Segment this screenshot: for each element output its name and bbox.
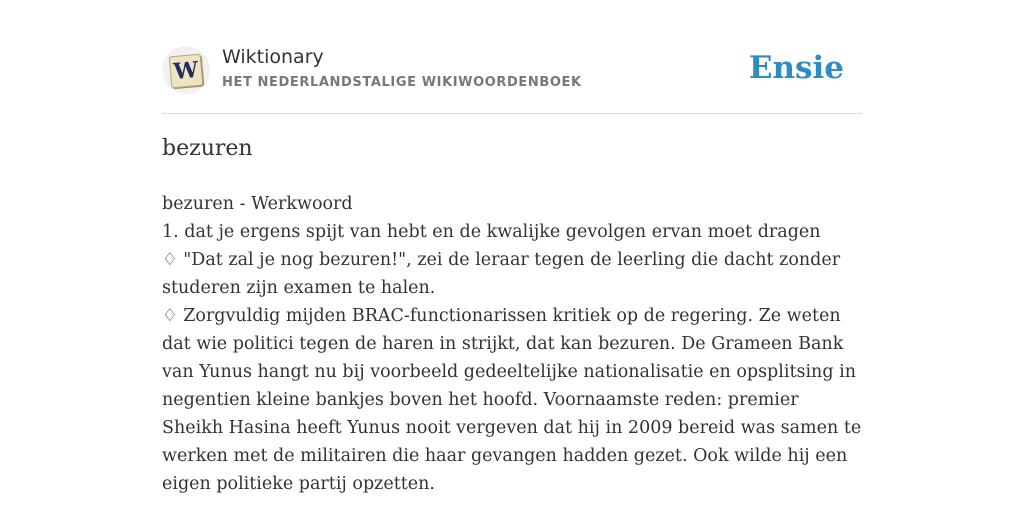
word-type: bezuren - Werkwoord [162,194,353,214]
wiktionary-logo[interactable] [162,46,210,94]
site-name[interactable]: Wiktionary [222,46,324,68]
example-1: ♢ "Dat zal je nog bezuren!", zei de leraar tegen de leerling die dacht zonder studeren zijn examen te halen. [162,250,841,298]
site-tagline: HET NEDERLANDSTALIGE WIKIWOORDENBOEK [222,75,582,90]
definition: 1. dat je ergens spijt van hebt en de kwalijke gevolgen ervan moet dragen [162,222,821,242]
wiktionary-logo-icon: W [169,54,204,89]
example-2: ♢ Zorgvuldig mijden BRAC-functionarissen kritiek op de regering. Ze weten dat wie politici tegen de haren in strijkt, dat kan bezuren. De Grameen Bank van Yunus hangt nu bij voorbeeld gedeeltelijke nationalisatie en opsplitsing in negentien kleine bankjes boven het hoofd. Voornaamste reden: premier Sheikh Hasina heeft Yunus nooit vergeven dat hij in 2009 bereid was samen te werken met de militairen die haar gevangen hadden gezet. Ook wilde hij een eigen politieke partij opzetten. [162,306,862,494]
ensie-logo-link[interactable]: Ensie [748,50,844,86]
page-title: bezuren [162,136,253,161]
entry-content [162,190,862,498]
header-divider [162,113,862,114]
